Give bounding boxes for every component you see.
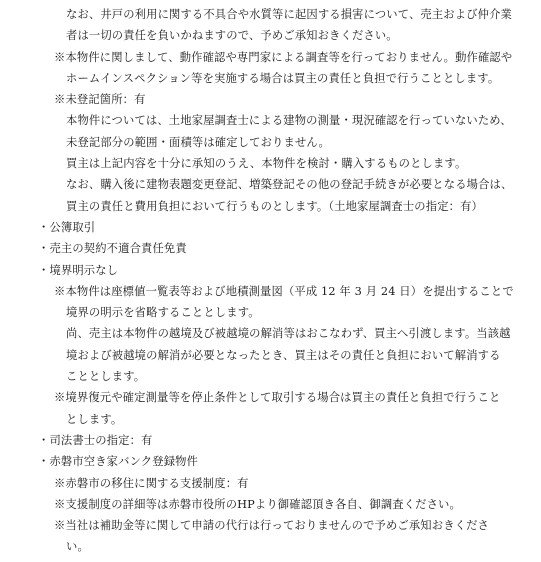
document-line — [0, 302, 541, 323]
paragraph-text: ホームインスペクション等を実施する場合は買主の責任と負担で行うこととします。 — [66, 71, 500, 85]
paragraph-text: こととします。 — [66, 370, 146, 384]
document-line — [0, 473, 541, 494]
note-item-text: ※本物件に関しまして、動作確認や専門家による調査等を行っておりません。動作確認や — [54, 50, 513, 64]
document-line — [0, 409, 541, 430]
bullet-item-text: ・赤磐市空き家バンク登録物件 — [38, 455, 199, 469]
paragraph-text: 尚、売主は本物件の越境及び被越境の解消等はおこなわず、買主へ引渡します。当該越 — [66, 327, 511, 341]
document-line — [0, 430, 541, 451]
document-body — [0, 4, 541, 558]
document-line — [0, 345, 541, 366]
paragraph-text: 境および被越境の解消が必要となったとき、買主はその責任と負担において解消する — [66, 348, 501, 362]
document-line — [0, 68, 541, 89]
document-line — [0, 494, 541, 515]
paragraph-text: 本物件については、土地家屋調査士による建物の測量・現況確認を行っていないため、 — [66, 114, 512, 128]
note-item-text: ※境界復元や確定測量等を停止条件として取引する場合は買主の責任と負担で行うこと — [54, 391, 501, 405]
document-line — [0, 536, 541, 557]
bullet-item-text: ・司法書士の指定：有 — [38, 433, 153, 447]
document-line — [0, 4, 541, 25]
document-line — [0, 451, 541, 472]
paragraph-text: 境界の明示を省略することとします。 — [66, 306, 260, 320]
bullet-item-text: ・公簿取引 — [38, 220, 96, 234]
note-item-text: ※支援制度の詳細等は赤磐市役所のHPより御確認頂き各自、御調査ください。 — [54, 497, 461, 511]
document-line — [0, 110, 541, 131]
note-item-text: ※当社は補助金等に関して申請の代行は行っておりませんので予めご承知おきくださ — [54, 519, 489, 533]
document-line — [0, 174, 541, 195]
note-item-text: ※未登記箇所：有 — [54, 93, 146, 107]
bullet-item-text: ・境界明示なし — [38, 263, 119, 277]
document-line — [0, 217, 541, 238]
paragraph-text: 買主の責任と費用負担において行うものとします。（土地家屋調査士の指定：有） — [66, 199, 483, 213]
paragraph-text: なお、井戸の利用に関する不具合や水質等に起因する損害について、売主および仲介業 — [66, 8, 512, 21]
note-item-text: ※本物件は座標値一覧表等および地積測量図（平成 12 年 3 月 24 日）を提出することで — [54, 284, 514, 298]
document-line — [0, 515, 541, 536]
paragraph-text: い。 — [66, 540, 89, 554]
document-line — [0, 196, 541, 217]
paragraph-text: 者は一切の責任を負いかねますので、予めご承知おきください。 — [66, 29, 398, 43]
document-line — [0, 260, 541, 281]
paragraph-text: なお、購入後に建物表題変更登記、増築登記その他の登記手続きが必要となる場合は、 — [66, 178, 513, 192]
document-line — [0, 89, 541, 110]
document-line — [0, 47, 541, 68]
paragraph-text: とします。 — [66, 412, 123, 426]
note-item-text: ※赤磐市の移住に関する支援制度：有 — [54, 476, 249, 490]
document-line — [0, 132, 541, 153]
bullet-item-text: ・売主の契約不適合責任免責 — [38, 242, 187, 256]
document-line — [0, 238, 541, 259]
paragraph-text: 未登記部分の範囲・面積等は確定しておりません。 — [66, 135, 330, 149]
document-line — [0, 366, 541, 387]
document-line — [0, 323, 541, 344]
document-line — [0, 25, 541, 46]
document-line — [0, 387, 541, 408]
document-line — [0, 281, 541, 302]
paragraph-text: 買主は上記内容を十分に承知のうえ、本物件を検討・購入するものとします。 — [66, 157, 467, 171]
document-line — [0, 153, 541, 174]
